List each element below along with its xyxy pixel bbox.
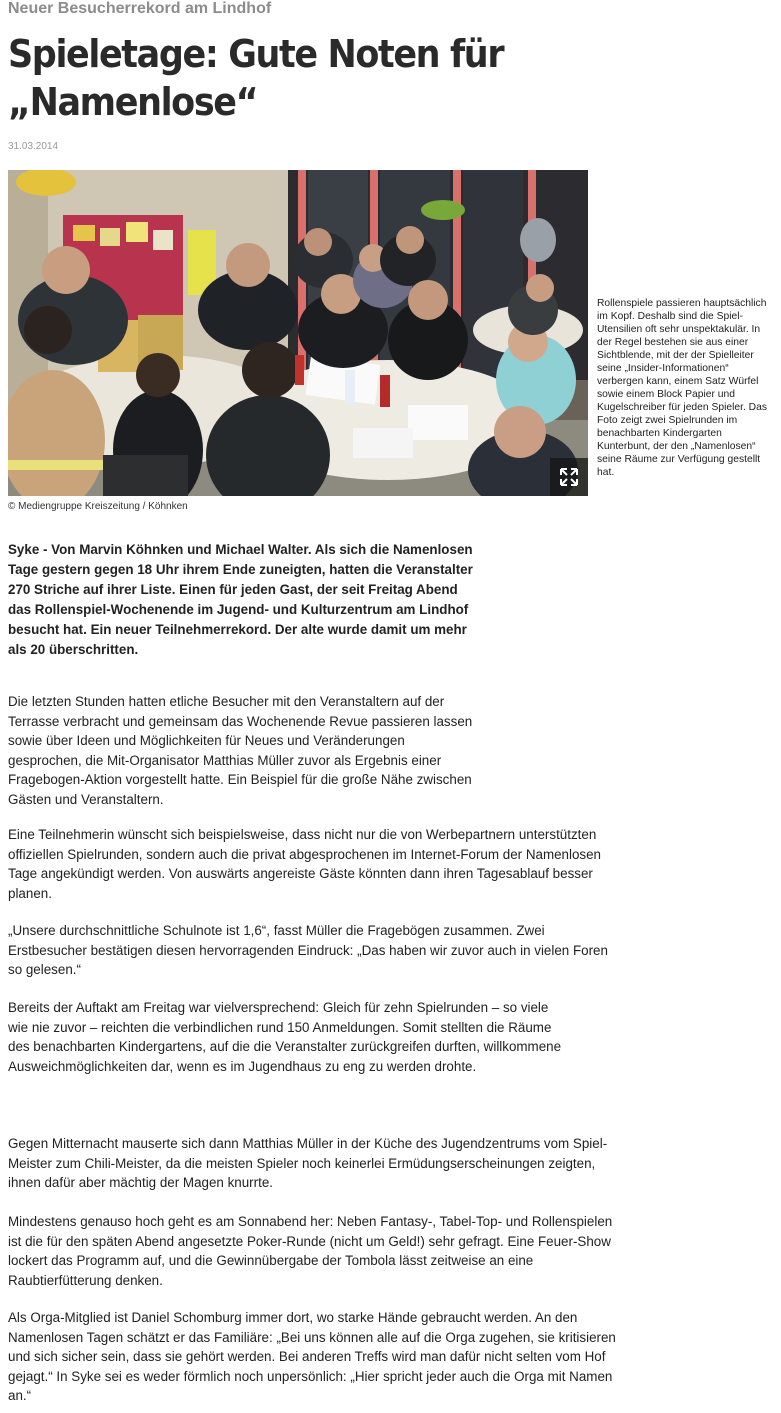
article-paragraph: Die letzten Stunden hatten etliche Besucher mit den Veranstaltern auf der Terrasse verbracht und gemeinsam das Wochenende Revue passieren lassen sowie über Ideen und Möglichkeiten für Neues und Veränderungen gesprochen, die Mit-Organisator Matthias Müller zuvor als Ergebnis einer Fragebogen-Aktion vorgestellt hatte. Ein Beispiel für die große Nähe zwischen Gästen und Veranstaltern. <box>8 694 473 807</box>
article-date: 31.03.2014 <box>8 141 59 152</box>
article-paragraph: „Unsere durchschnittliche Schulnote ist 1,6“, fasst Müller die Fragebögen zusammen. Zwei Erstbesucher bestätigen diesen hervorragenden Eindruck: „Das haben wir zuvor auch in vielen Foren so gelesen.“ <box>8 923 608 978</box>
expand-icon <box>559 467 579 487</box>
article-lead: Syke - Von Marvin Köhnken und Michael Walter. Als sich die Namenlosen Tage gestern gegen 18 Uhr ihrem Ende zuneigten, hatten die Veranstalter 270 Striche auf ihrer Liste. Einen für jeden Gast, der seit Freitag Abend das Rollenspiel-Wochenende im Jugend- und Kulturzentrum am Lindhof besucht hat. Ein neuer Teilnehmerrekord. Der alte wurde damit um mehr als 20 überschritten. <box>8 542 473 657</box>
expand-image-button[interactable] <box>550 458 588 496</box>
photo-scene <box>8 170 588 496</box>
article-photo[interactable] <box>8 170 588 496</box>
article-paragraph: Bereits der Auftakt am Freitag war vielversprechend: Gleich für zehn Spielrunden – so viele wie nie zuvor – reichten die verbindlichen rund 150 Anmeldungen. Somit stellten die Räume des benachbarten Kindergartens, auf die die Veranstalter zurückgreifen durften, willkommene Ausweichmöglichkeiten dar, wenn es im Jugendhaus zu eng zu werden drohte. <box>8 1000 562 1074</box>
photo-caption: Rollenspiele passieren hauptsächlich im Kopf. Deshalb sind die Spiel-Utensilien oft sehr unspektakulär. In der Regel bestehen sie aus einer Sichtblende, mit der der Spielleiter seine „Insider-Informationen“ verbergen kann, einem Satz Würfel sowie einem Block Papier und Kugelschreiber für jeden Spieler. Das Foto zeigt zwei Spielrunden im benachbarten Kindergarten Kunterbunt, der den „Namenlosen“ seine Räume zur Verfügung gestellt hat. <box>597 298 767 478</box>
article-paragraph: Mindestens genauso hoch geht es am Sonnabend her: Neben Fantasy-, Tabel-Top- und Rollenspielen ist die für den späten Abend angesetzte Poker-Runde (nicht um Geld!) sehr gefragt. Eine Feuer-Show lockert das Programm auf, und die Gewinnübergabe der Tombola lässt zeitweise an eine Raubtierfütterung denken. <box>8 1214 613 1288</box>
article-paragraph: Gegen Mitternacht mauserte sich dann Matthias Müller in der Küche des Jugendzentrums vom Spiel-Meister zum Chili-Meister, da die meisten Spieler noch keinerlei Ermüdungserscheinungen zeigten, ihnen dafür aber mächtig der Magen knurrte. <box>8 1136 608 1191</box>
photo-credit: © Mediengruppe Kreiszeitung / Köhnken <box>8 501 188 512</box>
article-paragraph: Als Orga-Mitglied ist Daniel Schomburg immer dort, wo starke Hände gebraucht werden. An den Namenlosen Tagen schätzt er das Familiäre: „Bei uns können alle auf die Orga zugehen, sie kritisieren und sich sicher sein, dass sie gehört werden. Bei anderen Treffs wird man dafür nicht selten vom Hof gejagt.“ In Syke sei es weder förmlich noch unpersönlich: „Hier spricht jeder auch die Orga mit Namen an.“ <box>8 1310 616 1404</box>
article-title: Spieletage: Gute Noten für „Namenlose“ <box>8 32 504 124</box>
article-paragraph: Eine Teilnehmerin wünscht sich beispielsweise, dass nicht nur die von Werbepartnern unterstützten offiziellen Spielrunden, sondern auch die privat abgesprochenen im Internet-Forum der Namenlosen Tage angekündigt werden. Von auswärts angereiste Gäste könnten dann ihren Tagesablauf besser planen. <box>8 827 602 901</box>
article-kicker: Neuer Besucherrekord am Lindhof <box>8 0 272 17</box>
